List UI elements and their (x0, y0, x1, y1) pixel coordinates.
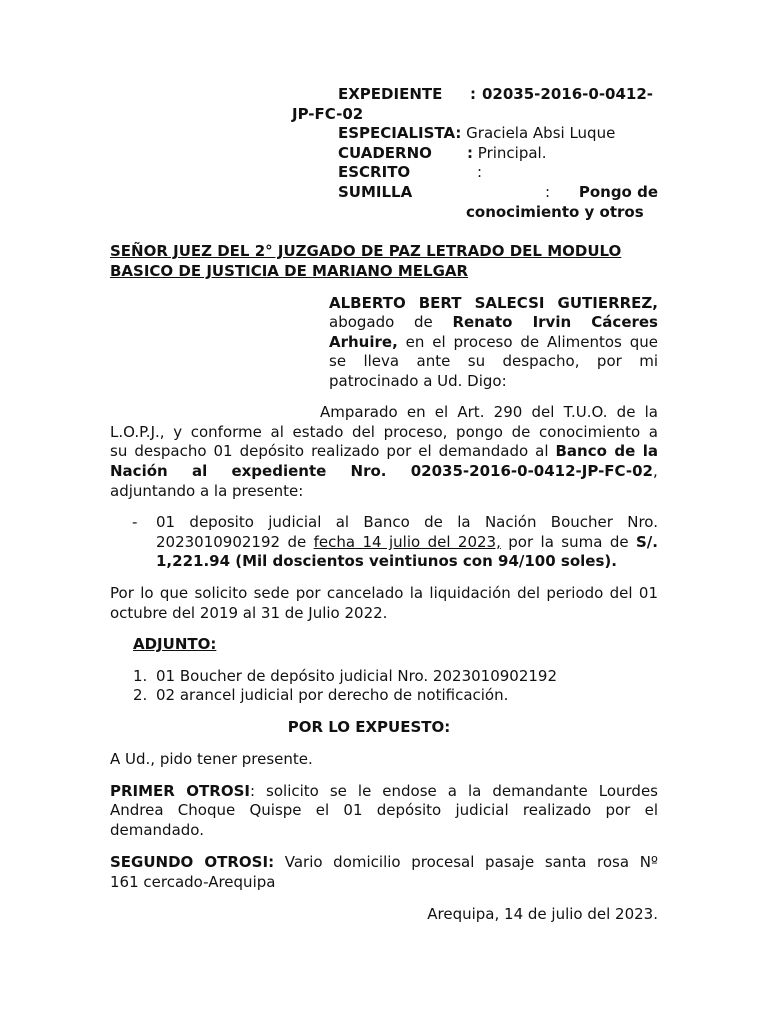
especialista-row (338, 124, 615, 144)
date-line: Arequipa, 14 de julio del 2023. (427, 905, 658, 923)
adjunto-item-2: 2. 02 arancel judicial por derecho de notificación. (133, 686, 509, 704)
bullet-line-1: 01 deposito judicial al Banco de la Nación Boucher Nro. (156, 513, 658, 531)
expediente-value-1: 02035-2016-0-0412- (482, 85, 654, 103)
bullet-dash: - (132, 513, 138, 531)
otrosi1-line-1: PRIMER OTROSI: solicito se le endose a la demandante Lourdes (110, 782, 658, 800)
sumilla-sep: : (545, 183, 551, 201)
addressee-line-1: SEÑOR JUEZ DEL 2° JUZGADO DE PAZ LETRADO DEL MODULO (110, 242, 622, 260)
cuaderno-row (467, 144, 546, 164)
cuaderno-label: CUADERNO (338, 144, 432, 162)
cuaderno-value: Principal. (477, 144, 547, 162)
sumilla-value-1: Pongo de (578, 183, 658, 201)
bullet-line-2: 2023010902192 de fecha 14 julio del 2023, por la suma de S/. (156, 533, 658, 551)
intro-line-2: abogado de Renato Irvin Cáceres (329, 313, 658, 331)
p2-line-2: octubre del 2019 al 31 de Julio 2022. (110, 604, 388, 622)
intro-line-3: Arhuire, en el proceso de Alimentos que (329, 333, 658, 351)
expediente-label: EXPEDIENTE (338, 85, 443, 103)
otrosi2-line-1: SEGUNDO OTROSI: Vario domicilio procesal pasaje santa rosa Nº (110, 853, 658, 871)
p1-line-1: Amparado en el Art. 290 del T.U.O. de la (320, 403, 658, 421)
adjunto-item-1: 1. 01 Boucher de depósito judicial Nro. 2023010902192 (133, 667, 558, 685)
otrosi1-line-2: Andrea Choque Quispe el 01 depósito judicial realizado por el (110, 801, 658, 819)
escrito-sep: : (477, 163, 483, 181)
pido-line: A Ud., pido tener presente. (110, 750, 313, 768)
p1-line-3: su despacho 01 depósito realizado por el demandado al Banco de la (110, 442, 658, 460)
intro-line-1: ALBERTO BERT SALECSI GUTIERREZ, (329, 294, 658, 312)
expediente-value-2: JP-FC-02 (292, 105, 364, 123)
especialista-label: ESPECIALISTA: (338, 124, 462, 142)
sumilla-label: SUMILLA (338, 183, 413, 201)
p2-line-1: Por lo que solicito sede por cancelado la liquidación del periodo del 01 (110, 584, 658, 602)
p1-line-5: adjuntando a la presente: (110, 482, 304, 500)
escrito-label: ESCRITO (338, 163, 411, 181)
p1-line-4: Nación al expediente Nro. 02035-2016-0-0412-JP-FC-02, (110, 462, 658, 480)
por-lo-expuesto: POR LO EXPUESTO: (287, 718, 451, 736)
p1-line-2: L.O.P.J., y conforme al estado del proceso, pongo de conocimiento a (110, 423, 658, 441)
expediente-sep: : (470, 85, 476, 103)
bullet-line-3: 1,221.94 (Mil doscientos veintiunos con 94/100 soles). (156, 552, 617, 570)
adjunto-title: ADJUNTO: (133, 635, 217, 653)
intro-line-4: se lleva ante su despacho, por mi (329, 352, 658, 370)
addressee-line-2: BASICO DE JUSTICIA DE MARIANO MELGAR (110, 262, 469, 280)
intro-line-5: patrocinado a Ud. Digo: (329, 372, 507, 390)
otrosi2-line-2: 161 cercado-Arequipa (110, 873, 276, 891)
sumilla-value-2: conocimiento y otros (466, 203, 644, 221)
cuaderno-sep: : (467, 144, 473, 162)
especialista-value: Graciela Absi Luque (466, 124, 616, 142)
otrosi1-line-3: demandado. (110, 821, 204, 839)
